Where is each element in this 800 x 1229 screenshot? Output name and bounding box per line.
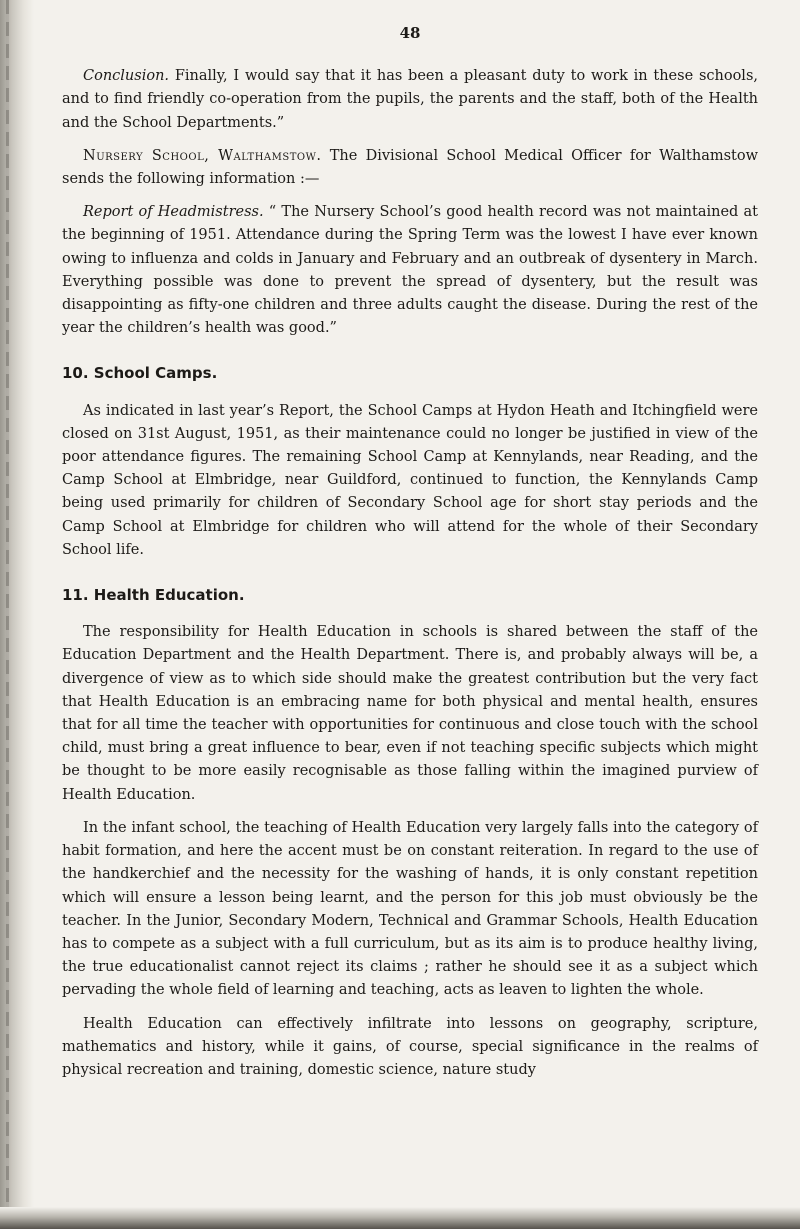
section-heading-school-camps: 10. School Camps.: [62, 364, 218, 383]
conclusion-paragraph: [62, 65, 758, 135]
nursery-text: The Divisional School Medical Officer for Walthamstow sends the following information :—: [62, 147, 759, 188]
scan-bottom-edge: [0, 1207, 800, 1229]
conclusion-lead: Conclusion.: [83, 68, 170, 85]
page-number: 48: [399, 24, 421, 42]
nursery-lead: Nursery School, Walthamstow.: [83, 147, 322, 164]
health-education-paragraph-2: In the infant school, the teaching of Health Education very largely falls into the category of habit formation, and here the accent must be on constant reiteration. In regard to the use of the handkerchief and the necessity for the washing of hands, it is only constant repetition which will ensure a lesson being learnt, and the person for this job must obviously be the teacher. In the Junior, Secondary Modern, Technical and Grammar Schools, Health Education has to compete as a subject with a full curriculum, but as its aim is to produce healthy living, the true educationalist cannot reject its claims ; rather he should see it as a subject which pervading the whole field of learning and teaching, acts as leaven to lighten the whole.: [62, 819, 758, 999]
conclusion-text: Finally, I would say that it has been a pleasant duty to work in these schools, and to find friendly co-operation from the pupils, the parents and the staff, both of the Health and the School Departments.”: [62, 68, 758, 131]
headmistress-report-lead: Report of Headmistress.: [83, 204, 264, 221]
headmistress-report-paragraph: [62, 201, 758, 340]
health-education-paragraph-1: The responsibility for Health Education in schools is shared between the staff of the Education Department and the Health Department. There is, and probably always will be, a divergence of view as to which side should make the greatest contribution but the very fact that Health Education is an embracing name for both physical and mental health, ensures that for all time the teacher with opportunities for continuous and close touch with the school child, must bring a great influence to bear, even if not teaching specific subjects which might be thought to be more easily recognisable as those falling within the imagined purview of Health Education.: [62, 624, 758, 803]
school-camps-paragraph: As indicated in last year’s Report, the School Camps at Hydon Heath and Itchingfield were closed on 31st August, 1951, as their maintenance could no longer be justified in view of the poor attendance figures. The remaining School Camp at Kennylands, near Reading, and the Camp School at Elmbridge, near Guildford, continued to function, the Kennylands Camp being used primarily for children of Secondary School age for short stay periods and the Camp School at Elmbridge for children who will attend for the whole of their Secondary School life.: [62, 402, 758, 558]
health-education-paragraph-3: Health Education can effectively infiltrate into lessons on geography, scripture, mathematics and history, while it gains, of course, special significance in the realms of physical recreation and training, domestic science, nature study: [62, 1015, 758, 1078]
nursery-paragraph: [62, 145, 758, 191]
headmistress-report-text: “ The Nursery School’s good health record was not maintained at the beginning of 1951. Attendance during the Spring Term was the lowest I have ever known owing to influenza and colds in January and February and an outbreak of dysentery in March. Everything possible was done to prevent the spread of dysentery, but the result was disappointing as fifty-one children and three adults caught the disease. During the rest of the year the children’s health was good.”: [62, 204, 758, 337]
scan-binding-edge: [0, 0, 34, 1229]
section-heading-health-education: 11. Health Education.: [62, 586, 245, 605]
document-page: [62, 22, 758, 1092]
